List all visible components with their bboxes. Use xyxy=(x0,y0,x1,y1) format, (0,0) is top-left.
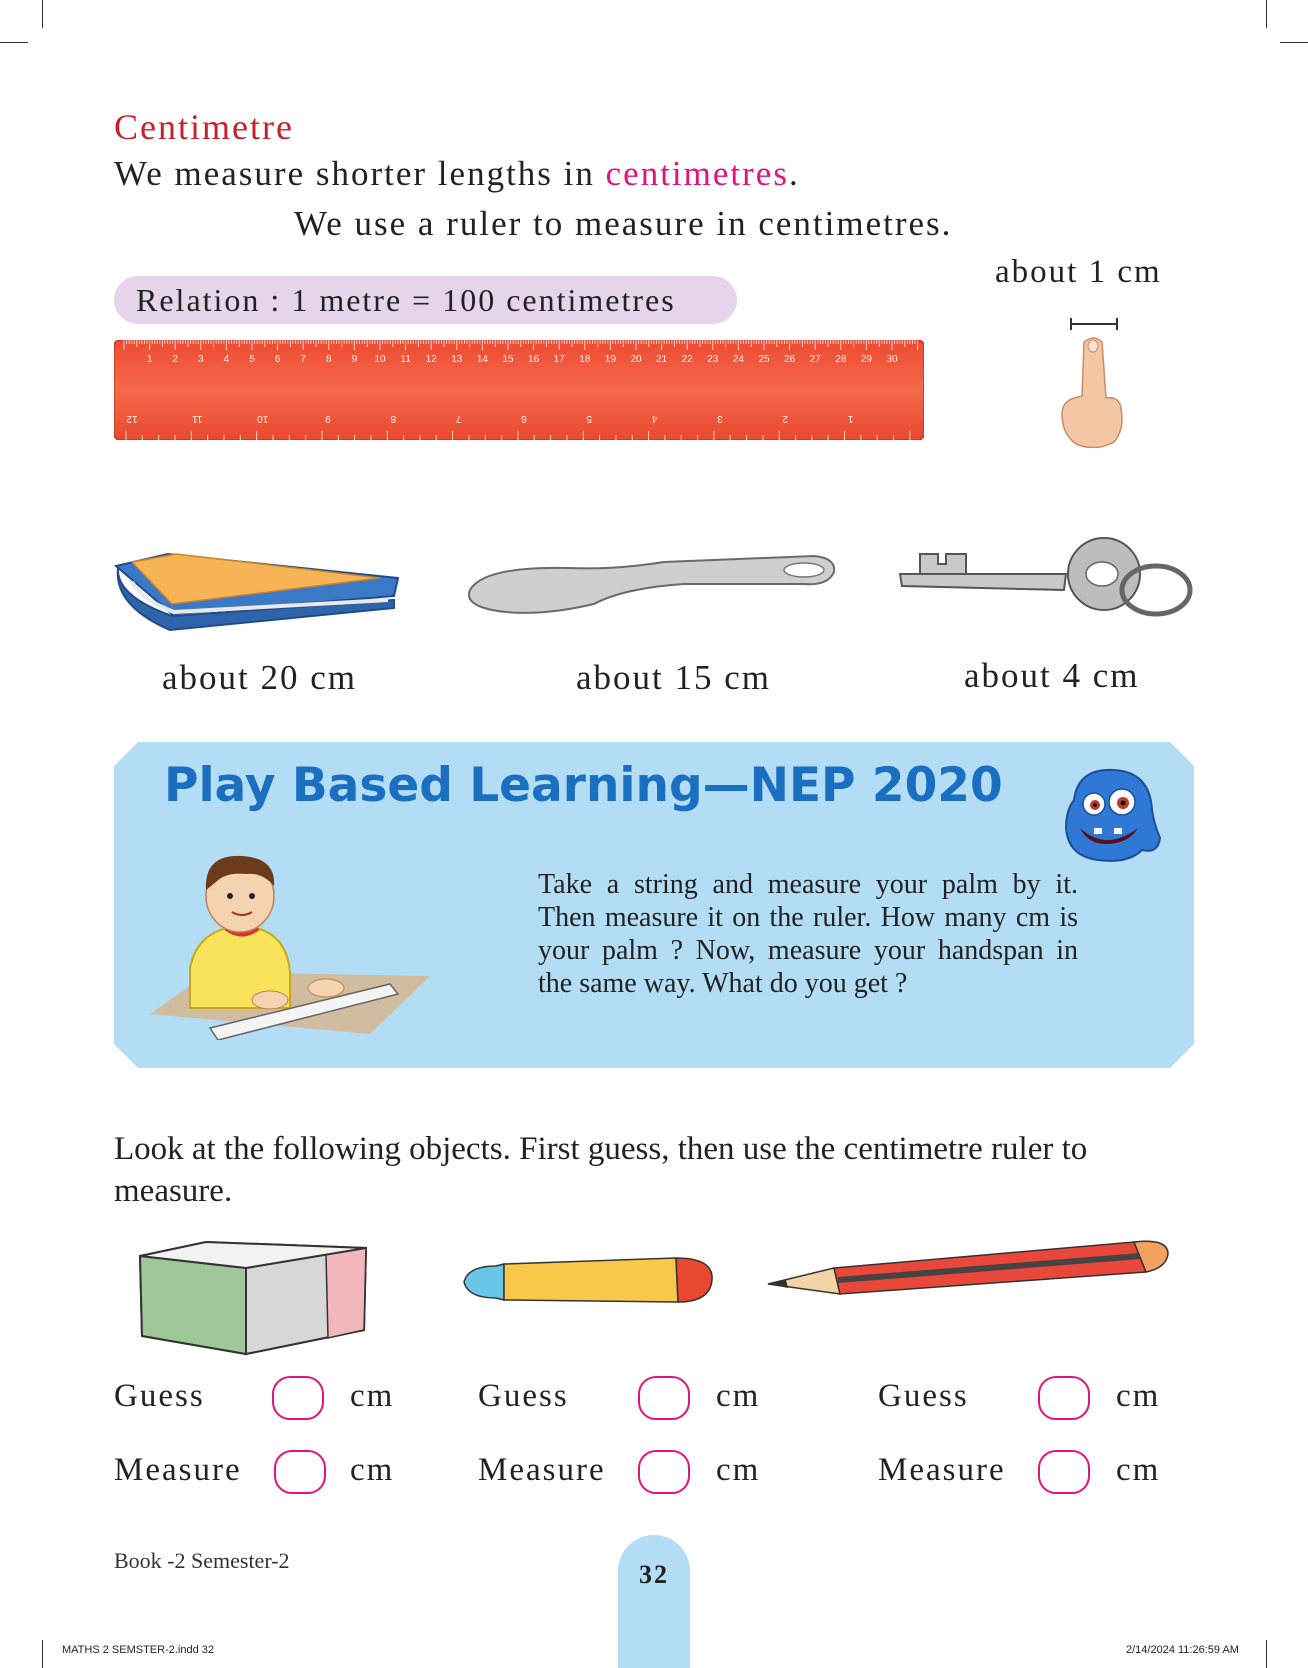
ruler-inch-number: 1 xyxy=(847,413,854,424)
ruler-cm-number: 23 xyxy=(707,354,719,365)
unit-label: cm xyxy=(350,1378,395,1414)
ruler-cm-number: 4 xyxy=(223,354,230,365)
ruler-cm-number: 27 xyxy=(809,354,821,365)
guess-label: Guess xyxy=(114,1378,205,1414)
ruler-cm-number: 21 xyxy=(656,354,668,365)
ruler-inch-number: 4 xyxy=(651,413,658,424)
ruler-cm-number: 17 xyxy=(553,354,565,365)
page-number-tab xyxy=(618,1535,690,1668)
mascot-icon xyxy=(1058,764,1164,866)
crayon-icon xyxy=(456,1254,716,1310)
finger-icon xyxy=(1040,318,1130,448)
ruler-cm-number: 28 xyxy=(835,354,847,365)
ruler-inch-number: 5 xyxy=(586,413,593,424)
guess-label: Guess xyxy=(878,1378,969,1414)
ruler-image xyxy=(114,340,924,440)
ruler-cm-number: 29 xyxy=(860,354,872,365)
ruler-inch-number: 6 xyxy=(521,413,527,424)
ruler-cm-number: 13 xyxy=(451,354,463,365)
measure-label: Measure xyxy=(878,1452,1006,1488)
measure-label: Measure xyxy=(478,1452,606,1488)
ruler-cm-number: 6 xyxy=(274,354,281,365)
ruler-cm-number: 10 xyxy=(374,354,386,365)
ruler-inch-number: 8 xyxy=(390,413,397,424)
ruler-cm-number: 26 xyxy=(784,354,796,365)
crop-mark xyxy=(42,0,43,28)
ruler-cm-number: 3 xyxy=(198,354,204,365)
ruler-cm-number: 25 xyxy=(758,354,770,365)
play-panel-title: Play Based Learning—NEP 2020 xyxy=(164,758,1003,813)
unit-label: cm xyxy=(1116,1452,1161,1488)
ruler-cm-number: 19 xyxy=(604,354,616,365)
key-length-label: about 4 cm xyxy=(964,656,1140,695)
ruler-cm-number: 8 xyxy=(326,354,332,365)
ruler-cm-number: 18 xyxy=(579,354,591,365)
slug-filename: MATHS 2 SEMSTER-2.indd 32 xyxy=(62,1644,215,1656)
ruler-inch-number: 7 xyxy=(455,413,462,424)
guess-answer-box[interactable] xyxy=(272,1376,324,1420)
ruler-cm-number: 9 xyxy=(351,354,358,365)
guess-answer-box[interactable] xyxy=(1038,1376,1090,1420)
slug-timestamp: 2/14/2024 11:26:59 AM xyxy=(1126,1644,1239,1656)
book-icon xyxy=(112,548,406,632)
unit-label: cm xyxy=(1116,1378,1161,1414)
crop-mark xyxy=(1280,42,1308,43)
ruler-cm-number: 1 xyxy=(146,354,153,365)
ruler-cm-number: 20 xyxy=(630,354,642,365)
exercise-instruction: Look at the following objects. First guess, then use the centimetre ruler to measure. xyxy=(114,1131,1088,1209)
ruler-sentence: We use a ruler to measure in centimetres. xyxy=(294,204,953,243)
guess-answer-box[interactable] xyxy=(638,1376,690,1420)
measure-answer-box[interactable] xyxy=(1038,1450,1090,1494)
ruler-cm-number: 7 xyxy=(300,354,306,365)
intro-line xyxy=(114,154,800,194)
section-title: Centimetre xyxy=(114,107,294,147)
crop-mark xyxy=(0,42,28,43)
relation-pill: Relation : 1 metre = 100 centimetres xyxy=(114,276,737,324)
book-semester-label: Book -2 Semester-2 xyxy=(114,1548,290,1573)
unit-label: cm xyxy=(350,1452,395,1488)
ruler-cm-number: 16 xyxy=(528,354,540,365)
ruler-cm-number: 22 xyxy=(681,354,693,365)
boy-measuring-icon xyxy=(150,848,430,1040)
ruler-cm-number: 30 xyxy=(886,354,898,365)
book-length-label: about 20 cm xyxy=(162,658,358,697)
ruler-cm-number: 15 xyxy=(502,354,514,365)
ruler-cm-number: 2 xyxy=(172,354,178,365)
pencil-icon xyxy=(764,1238,1170,1300)
guess-label: Guess xyxy=(478,1378,569,1414)
ruler-cm-number: 14 xyxy=(476,354,488,365)
highlight-word: centimetres xyxy=(605,154,789,193)
ruler-inch-number: 3 xyxy=(717,413,723,424)
crop-mark xyxy=(1266,1640,1267,1668)
measure-answer-box[interactable] xyxy=(638,1450,690,1494)
key-icon xyxy=(894,534,1196,628)
ruler-cm-number: 12 xyxy=(425,354,437,365)
spoon-icon xyxy=(464,548,838,618)
measure-label: Measure xyxy=(114,1452,242,1488)
intro-period: . xyxy=(788,154,800,193)
crop-mark xyxy=(42,1640,43,1668)
one-cm-label: about 1 cm xyxy=(995,254,1162,290)
ruler-inch-number: 12 xyxy=(126,413,138,424)
ruler-inch-number: 10 xyxy=(257,413,269,424)
ruler-inch-number: 9 xyxy=(325,413,331,424)
measure-answer-box[interactable] xyxy=(274,1450,326,1494)
ruler-cm-number: 5 xyxy=(249,354,255,365)
eraser-icon xyxy=(136,1238,370,1358)
ruler-inch-number: 2 xyxy=(782,413,789,424)
unit-label: cm xyxy=(716,1452,761,1488)
ruler-inch-number: 11 xyxy=(192,413,203,424)
spoon-length-label: about 15 cm xyxy=(576,658,772,697)
ruler-cm-number: 24 xyxy=(732,354,744,365)
crop-mark xyxy=(1266,0,1267,28)
intro-text: We measure shorter lengths in xyxy=(114,154,606,193)
play-panel-text: Take a string and measure your palm by it. Then measure it on the ruler. How many cm is your palm ? Now, measure your handspan in the same way. What do you get ? xyxy=(538,869,1078,999)
unit-label: cm xyxy=(716,1378,761,1414)
ruler-cm-number: 11 xyxy=(400,354,411,365)
page-number: 32 xyxy=(639,1560,669,1589)
